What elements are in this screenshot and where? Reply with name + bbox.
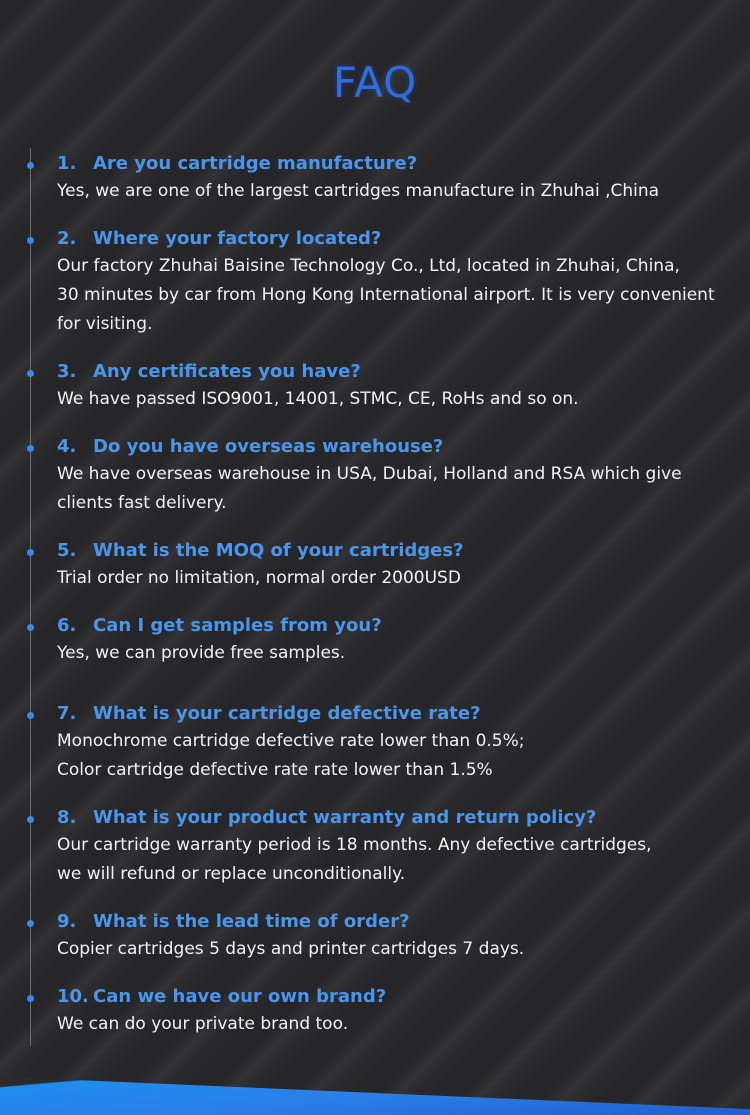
faq-answer-line: we will refund or replace unconditionally.: [57, 864, 406, 884]
faq-number: 5.: [57, 540, 77, 561]
faq-question-text: Do you have overseas warehouse?: [93, 436, 444, 457]
faq-answer-line: clients fast delivery.: [57, 493, 227, 513]
faq-answer-line: Our cartridge warranty period is 18 months. Any defective cartridges,: [57, 835, 652, 855]
faq-answer: [57, 1010, 727, 1039]
faq-question: [57, 538, 464, 564]
faq-number: 3.: [57, 361, 77, 382]
faq-answer: [57, 935, 727, 964]
bullet-icon: [27, 445, 34, 452]
faq-answer-line: 30 minutes by car from Hong Kong International airport. It is very convenient: [57, 285, 715, 305]
faq-question: [57, 359, 361, 385]
faq-answer: [57, 727, 727, 785]
faq-answer: [57, 177, 727, 206]
faq-question: [57, 151, 417, 177]
faq-question-text: What is your product warranty and return policy?: [93, 807, 597, 828]
faq-number: 1.: [57, 153, 77, 174]
faq-answer: [57, 252, 727, 339]
faq-number: 8.: [57, 807, 77, 828]
faq-answer-line: Color cartridge defective rate rate lower than 1.5%: [57, 760, 493, 780]
faq-answer-line: Trial order no limitation, normal order 2000USD: [57, 568, 461, 588]
faq-answer-line: Yes, we can provide free samples.: [57, 643, 346, 663]
faq-question-text: Where your factory located?: [93, 228, 382, 249]
bullet-icon: [27, 237, 34, 244]
faq-answer: [57, 564, 727, 593]
bullet-icon: [27, 712, 34, 719]
faq-answer: [57, 639, 727, 668]
faq-answer-line: We have overseas warehouse in USA, Dubai, Holland and RSA which give: [57, 464, 682, 484]
bullet-icon: [27, 370, 34, 377]
page-title: FAQ: [332, 58, 418, 107]
faq-question: [57, 805, 596, 831]
faq-question: [57, 701, 481, 727]
faq-question: [57, 984, 386, 1010]
faq-answer-line: Yes, we are one of the largest cartridges manufacture in Zhuhai ,China: [57, 181, 660, 201]
decorative-bottom-band: [0, 1066, 750, 1115]
faq-question-text: What is your cartridge defective rate?: [93, 703, 481, 724]
faq-answer-line: We have passed ISO9001, 14001, STMC, CE, RoHs and so on.: [57, 389, 579, 409]
bullet-icon: [27, 816, 34, 823]
faq-question: [57, 226, 381, 252]
faq-answer-line: Our factory Zhuhai Baisine Technology Co., Ltd, located in Zhuhai, China,: [57, 256, 680, 276]
faq-number: 6.: [57, 615, 77, 636]
faq-answer-line: Copier cartridges 5 days and printer cartridges 7 days.: [57, 939, 525, 959]
timeline-line: [30, 148, 31, 1046]
faq-number: 2.: [57, 228, 77, 249]
bullet-icon: [27, 920, 34, 927]
faq-number: 7.: [57, 703, 77, 724]
faq-answer: [57, 831, 727, 889]
faq-question-text: What is the lead time of order?: [93, 911, 410, 932]
faq-question-text: Any certificates you have?: [93, 361, 361, 382]
bullet-icon: [27, 162, 34, 169]
faq-question-text: What is the MOQ of your cartridges?: [93, 540, 464, 561]
faq-question: [57, 613, 382, 639]
bullet-icon: [27, 995, 34, 1002]
bullet-icon: [27, 624, 34, 631]
faq-answer: [57, 385, 727, 414]
faq-question-text: Are you cartridge manufacture?: [93, 153, 418, 174]
faq-number: 9.: [57, 911, 77, 932]
bullet-icon: [27, 549, 34, 556]
faq-answer: [57, 460, 727, 518]
faq-answer-line: Monochrome cartridge defective rate lower than 0.5%;: [57, 731, 525, 751]
faq-answer-line: We can do your private brand too.: [57, 1014, 349, 1034]
faq-number: 4.: [57, 436, 77, 457]
faq-number: 10.: [57, 986, 89, 1007]
faq-question-text: Can we have our own brand?: [93, 986, 387, 1007]
faq-question-text: Can I get samples from you?: [93, 615, 382, 636]
faq-answer-line: for visiting.: [57, 314, 153, 334]
faq-question: [57, 909, 410, 935]
faq-question: [57, 434, 443, 460]
